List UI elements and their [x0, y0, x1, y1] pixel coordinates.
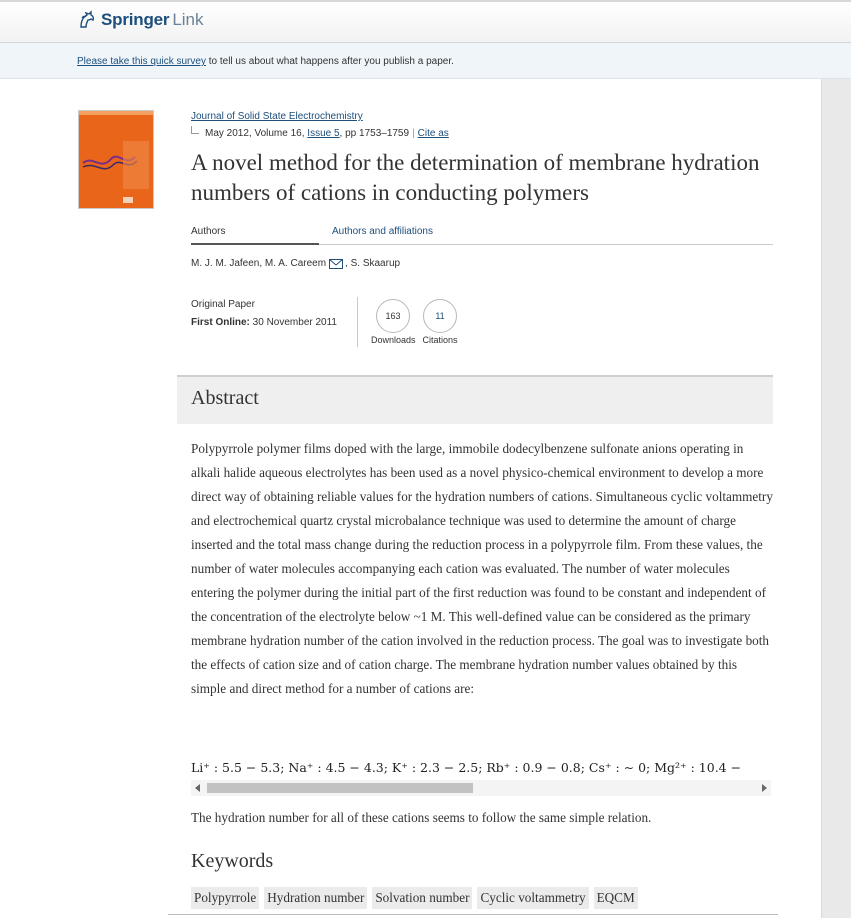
- scroll-right-arrow-icon[interactable]: [762, 784, 767, 792]
- abstract-text: Polypyrrole polymer films doped with the large, immobile dodecylbenzene sulfonate anions operating in alkali halide aqueous electrolytes has been used as a novel physico-chemical environment to develop a more direct way of obtaining reliable values for the hydration numbers of cations. Simultaneous cyclic voltammetry and electrochemical quartz crystal microbalance technique was used to determine the amount of charge inserted and the total mass change during the reduction process in a polypyrrole film. From these values, the number of water molecules accompanying each cation was evaluated. The number of water molecules entering the polymer during the initial part of the first reduction was found to be constant and independent of the concentration of the electrolyte below ~1 M. This well-defined value can be considered as the primary membrane hydration number of the cation involved in the reduction process. The goal was to investigate both the effects of cation size and of cation charge. The membrane hydration number values obtained by this simple and direct method for a number of cations are:: [191, 441, 773, 696]
- scroll-left-arrow-icon[interactable]: [195, 784, 200, 792]
- authors-second: , S. Skaarup: [345, 258, 401, 269]
- first-online-label: First Online:: [191, 317, 250, 328]
- downloads-count: 163: [376, 299, 410, 333]
- survey-rest: to tell us about what happens after you publish a paper.: [205, 56, 454, 67]
- citations-count[interactable]: 11: [423, 299, 457, 333]
- tab-authors-affiliations[interactable]: Authors and affiliations: [332, 226, 433, 237]
- corner-icon: [191, 126, 199, 134]
- keyword-tag[interactable]: Hydration number: [264, 887, 367, 909]
- author-tabs: [191, 226, 773, 245]
- article-title: A novel method for the determination of membrane hydration numbers of cations in conducting polymers: [191, 150, 760, 205]
- downloads-label: Downloads: [371, 335, 416, 345]
- tab-authors[interactable]: Authors: [191, 226, 319, 245]
- logo-product: Link: [172, 10, 204, 29]
- journal-cover-image[interactable]: [78, 110, 154, 209]
- page-range: , pp 1753–1759: [339, 128, 410, 139]
- meta-divider: [357, 297, 358, 347]
- cite-as-link[interactable]: Cite as: [417, 128, 449, 139]
- survey-link[interactable]: Please take this quick survey: [77, 56, 206, 67]
- issue-line: [191, 126, 449, 139]
- keyword-tag[interactable]: Solvation number: [372, 887, 472, 909]
- first-online-date: 30 November 2011: [249, 317, 337, 328]
- keyword-tag[interactable]: EQCM: [594, 887, 638, 909]
- issue-link[interactable]: Issue 5: [307, 128, 340, 139]
- bottom-divider: [168, 914, 778, 915]
- abstract-heading: Abstract: [191, 387, 259, 409]
- abstract-closing: The hydration number for all of these cations seems to follow the same simple relation.: [191, 810, 652, 825]
- citations-metric[interactable]: [418, 299, 462, 345]
- site-header: [0, 2, 851, 43]
- citations-label: Citations: [422, 335, 458, 345]
- journal-link[interactable]: Journal of Solid State Electrochemistry: [191, 111, 363, 122]
- springer-link-logo[interactable]: [77, 9, 204, 31]
- logo-brand: Springer: [101, 10, 170, 29]
- downloads-metric: [371, 299, 415, 345]
- keyword-tag[interactable]: Cyclic voltammetry: [477, 887, 588, 909]
- springer-horse-icon: [77, 10, 97, 30]
- email-icon[interactable]: [329, 259, 343, 269]
- keyword-tag[interactable]: Polypyrrole: [191, 887, 259, 909]
- scrollbar-thumb[interactable]: [207, 783, 473, 793]
- issue-date: May 2012, Volume 16,: [205, 128, 308, 139]
- separator: |: [412, 128, 415, 139]
- keyword-list: [191, 887, 643, 909]
- first-online: [191, 317, 337, 328]
- formula-scrollbar[interactable]: [191, 780, 771, 796]
- article-type: Original Paper: [191, 299, 255, 310]
- author-list: [191, 258, 400, 269]
- survey-banner: [0, 43, 851, 79]
- abstract-header[interactable]: [177, 375, 773, 424]
- right-gutter: [821, 79, 851, 918]
- hydration-formula: Li⁺ : 5.5 − 5.3; Na⁺ : 4.5 − 4.3; K⁺ : 2.3 − 2.5; Rb⁺ : 0.9 − 0.8; Cs⁺ : ∼ 0; Mg²⁺ : 10.4 −: [191, 760, 742, 775]
- keywords-heading: Keywords: [191, 850, 274, 872]
- survey-text: [77, 56, 454, 67]
- authors-first: M. J. M. Jafeen, M. A. Careem: [191, 258, 327, 269]
